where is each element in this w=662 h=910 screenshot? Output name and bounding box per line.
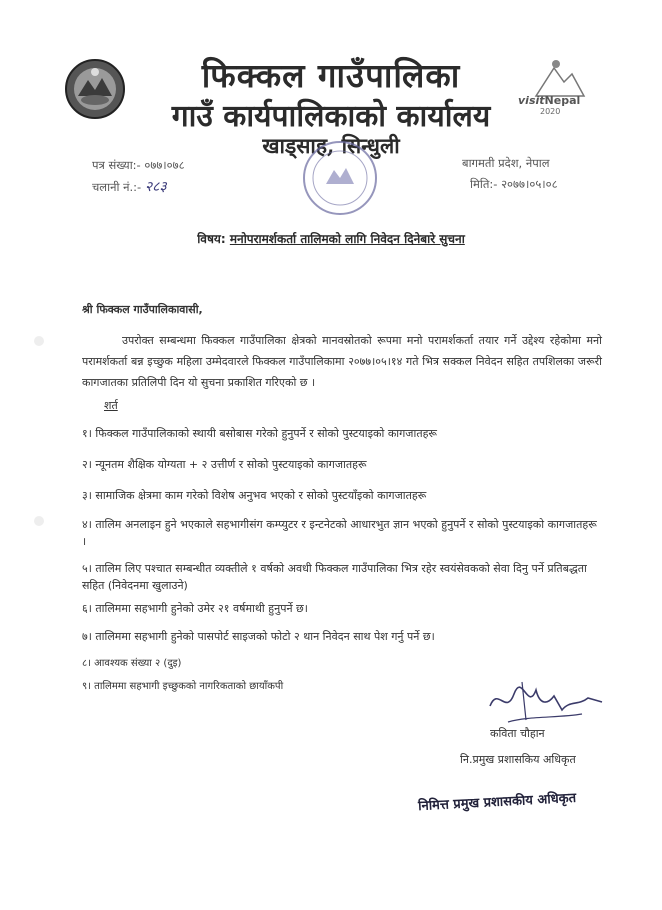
subject-label: विषय: — [197, 232, 226, 246]
office-address: खाड्साह, सिन्धुली — [262, 133, 400, 158]
signatory-role: नि.प्रमुख प्रशासकिय अधिकृत — [460, 753, 576, 766]
condition-item: ७। तालिममा सहभागी हुनेको पासपोर्ट साइजको फोटो २ थान निवेदन साथ पेश गर्नु पर्ने छ। — [82, 630, 435, 643]
condition-item: १। फिक्कल गाउँपालिकाको स्थायी बसोबास गरेको हुनुपर्ने र सोको पुस्टयाइको कागजातहरू — [82, 427, 437, 440]
subject-text: मनोपरामर्शकर्ता तालिमको लागि निवेदन दिनेबारे सुचना — [229, 232, 465, 246]
conditions-heading: शर्त — [104, 399, 118, 412]
punch-hole — [34, 336, 44, 346]
logo-word-nepal: Nepal — [544, 94, 581, 107]
office-stamp-icon — [300, 138, 380, 218]
condition-item: ४। तालिम अनलाइन हुने भएकाले सहभागीसंग कम्प्युटर र इन्टनेटको आधारभुत ज्ञान भएको हुनुपर्ने र सोको पुस्टयाइको कागजातहरू । — [82, 518, 597, 548]
condition-item: ९। तालिममा सहभागी इच्छुकको नागरिकताको छायाँकपी — [82, 681, 284, 692]
condition-item: ५। तालिम लिए पश्चात सम्बन्धीत व्यक्तीले १ वर्षको अवधी फिक्कल गाउँपालिका भित्र रहेर स्वयंसेवकको सेवा दिनु पर्ने प्रतिबद्धता सहित (निवेदनमा खुलाउने) — [82, 562, 587, 592]
punch-hole — [34, 516, 44, 526]
reference-number: पत्र संख्या:- ०७७।०७८ — [92, 158, 185, 172]
condition-item: ३। सामाजिक क्षेत्रमा काम गरेको विशेष अनुभव भएको र सोको पुस्टयाँइको कागजातहरू — [82, 489, 427, 502]
intro-paragraph: उपरोक्त सम्बन्धमा फिक्कल गाउँपालिका क्षेत्रको मानवस्रोतको रूपमा मनो परामर्शकर्ता तयार गर्ने उद्देश्य रहेकोमा मनो परामर्शकर्ता बन्न इच्छुक महिला उम्मेदवारले फिक्कल गाउँपालिकामा २०७७।०५।१४ गते भित्र सक्कल निवेदन सहित तपशिलका जरूरी कागजातका प्रतिलिपी दिन यो सुचना प्रकाशित गरिएको छ । — [82, 334, 602, 389]
office-title-line1: फिक्कल गाउँपालिका — [201, 56, 461, 95]
dispatch-number-value: २८३ — [144, 179, 167, 195]
signatory-name: कविता चौहान — [490, 727, 545, 740]
condition-item: ८। आवश्यक संख्या २ (दुइ) — [82, 658, 182, 669]
salutation: श्री फिक्कल गाउँपालिकावासी, — [82, 303, 203, 316]
condition-item: ६। तालिममा सहभागी हुनेको उमेर २१ वर्षमाथी हुनुपर्ने छ। — [82, 602, 308, 615]
condition-item: २। न्यूनतम शैक्षिक योग्यता + २ उत्तीर्ण र सोको पुस्टयाइको कागजातहरू — [82, 458, 367, 471]
officer-seal: निमित्त प्रमुख प्रशासकीय अधिकृत — [417, 790, 577, 815]
province-label: बागमती प्रदेश, नेपाल — [462, 156, 550, 170]
subject-line — [0, 230, 662, 247]
logo-year: 2020 — [540, 107, 561, 116]
letter-date: मिति:- २०७७।०५।०८ — [470, 177, 558, 191]
office-title-line2: गाउँ कार्यपालिकाको कार्यालय — [171, 99, 491, 134]
logo-word-visit: visit — [518, 94, 545, 107]
dispatch-number-label: चलानी नं.:- — [92, 180, 142, 194]
